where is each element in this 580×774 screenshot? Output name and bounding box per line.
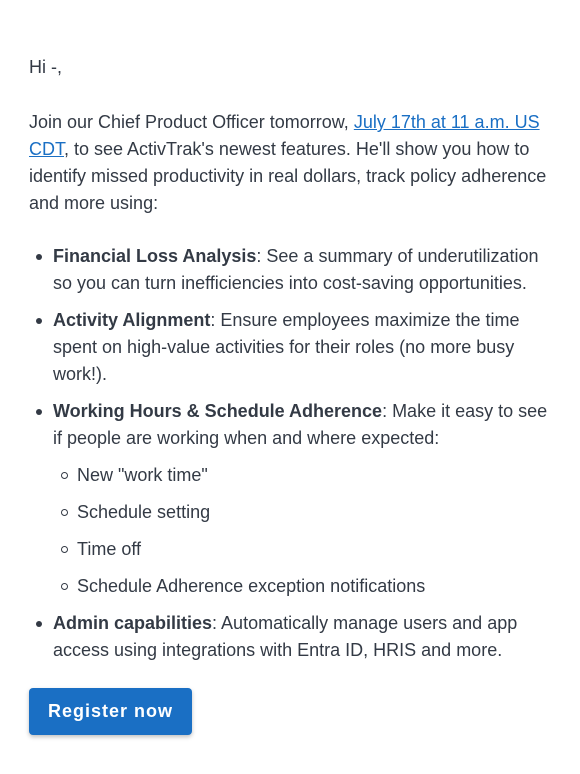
sublist-item: Time off — [77, 536, 550, 563]
feature-title: Financial Loss Analysis — [53, 246, 257, 266]
feature-item — [53, 307, 550, 388]
feature-list — [29, 243, 550, 664]
intro-text-after-link: , to see ActivTrak's newest features. He'll show you how to identify missed productivity in real dollars, track policy adherence and more using: — [29, 139, 547, 213]
register-now-button[interactable]: Register now — [29, 688, 192, 735]
feature-item — [53, 398, 550, 600]
feature-title: Working Hours & Schedule Adherence — [53, 401, 383, 421]
sublist-item: Schedule Adherence exception notifications — [77, 573, 550, 600]
feature-item — [53, 243, 550, 297]
feature-item — [53, 610, 550, 664]
feature-description: : See a summary of underutilization so you can turn inefficiencies into cost-saving opportunities. — [53, 246, 539, 293]
greeting: Hi -, — [29, 57, 62, 77]
feature-sublist — [53, 462, 550, 600]
intro-paragraph — [29, 109, 550, 217]
feature-description: : Automatically manage users and app access using integrations with Entra ID, HRIS and more. — [53, 613, 518, 660]
sublist-item: Schedule setting — [77, 499, 550, 526]
sublist-item: New "work time" — [77, 462, 550, 489]
feature-title: Activity Alignment — [53, 310, 211, 330]
feature-description: : Make it easy to see if people are working when and where expected: — [53, 401, 548, 448]
event-date-link[interactable]: July 17th at 11 a.m. US CDT — [29, 112, 540, 159]
feature-title: Admin capabilities — [53, 613, 213, 633]
cta-container — [29, 688, 550, 735]
intro-text-before-link: Join our Chief Product Officer tomorrow, — [29, 112, 354, 132]
feature-description: : Ensure employees maximize the time spent on high-value activities for their roles (no more busy work!). — [53, 310, 520, 384]
